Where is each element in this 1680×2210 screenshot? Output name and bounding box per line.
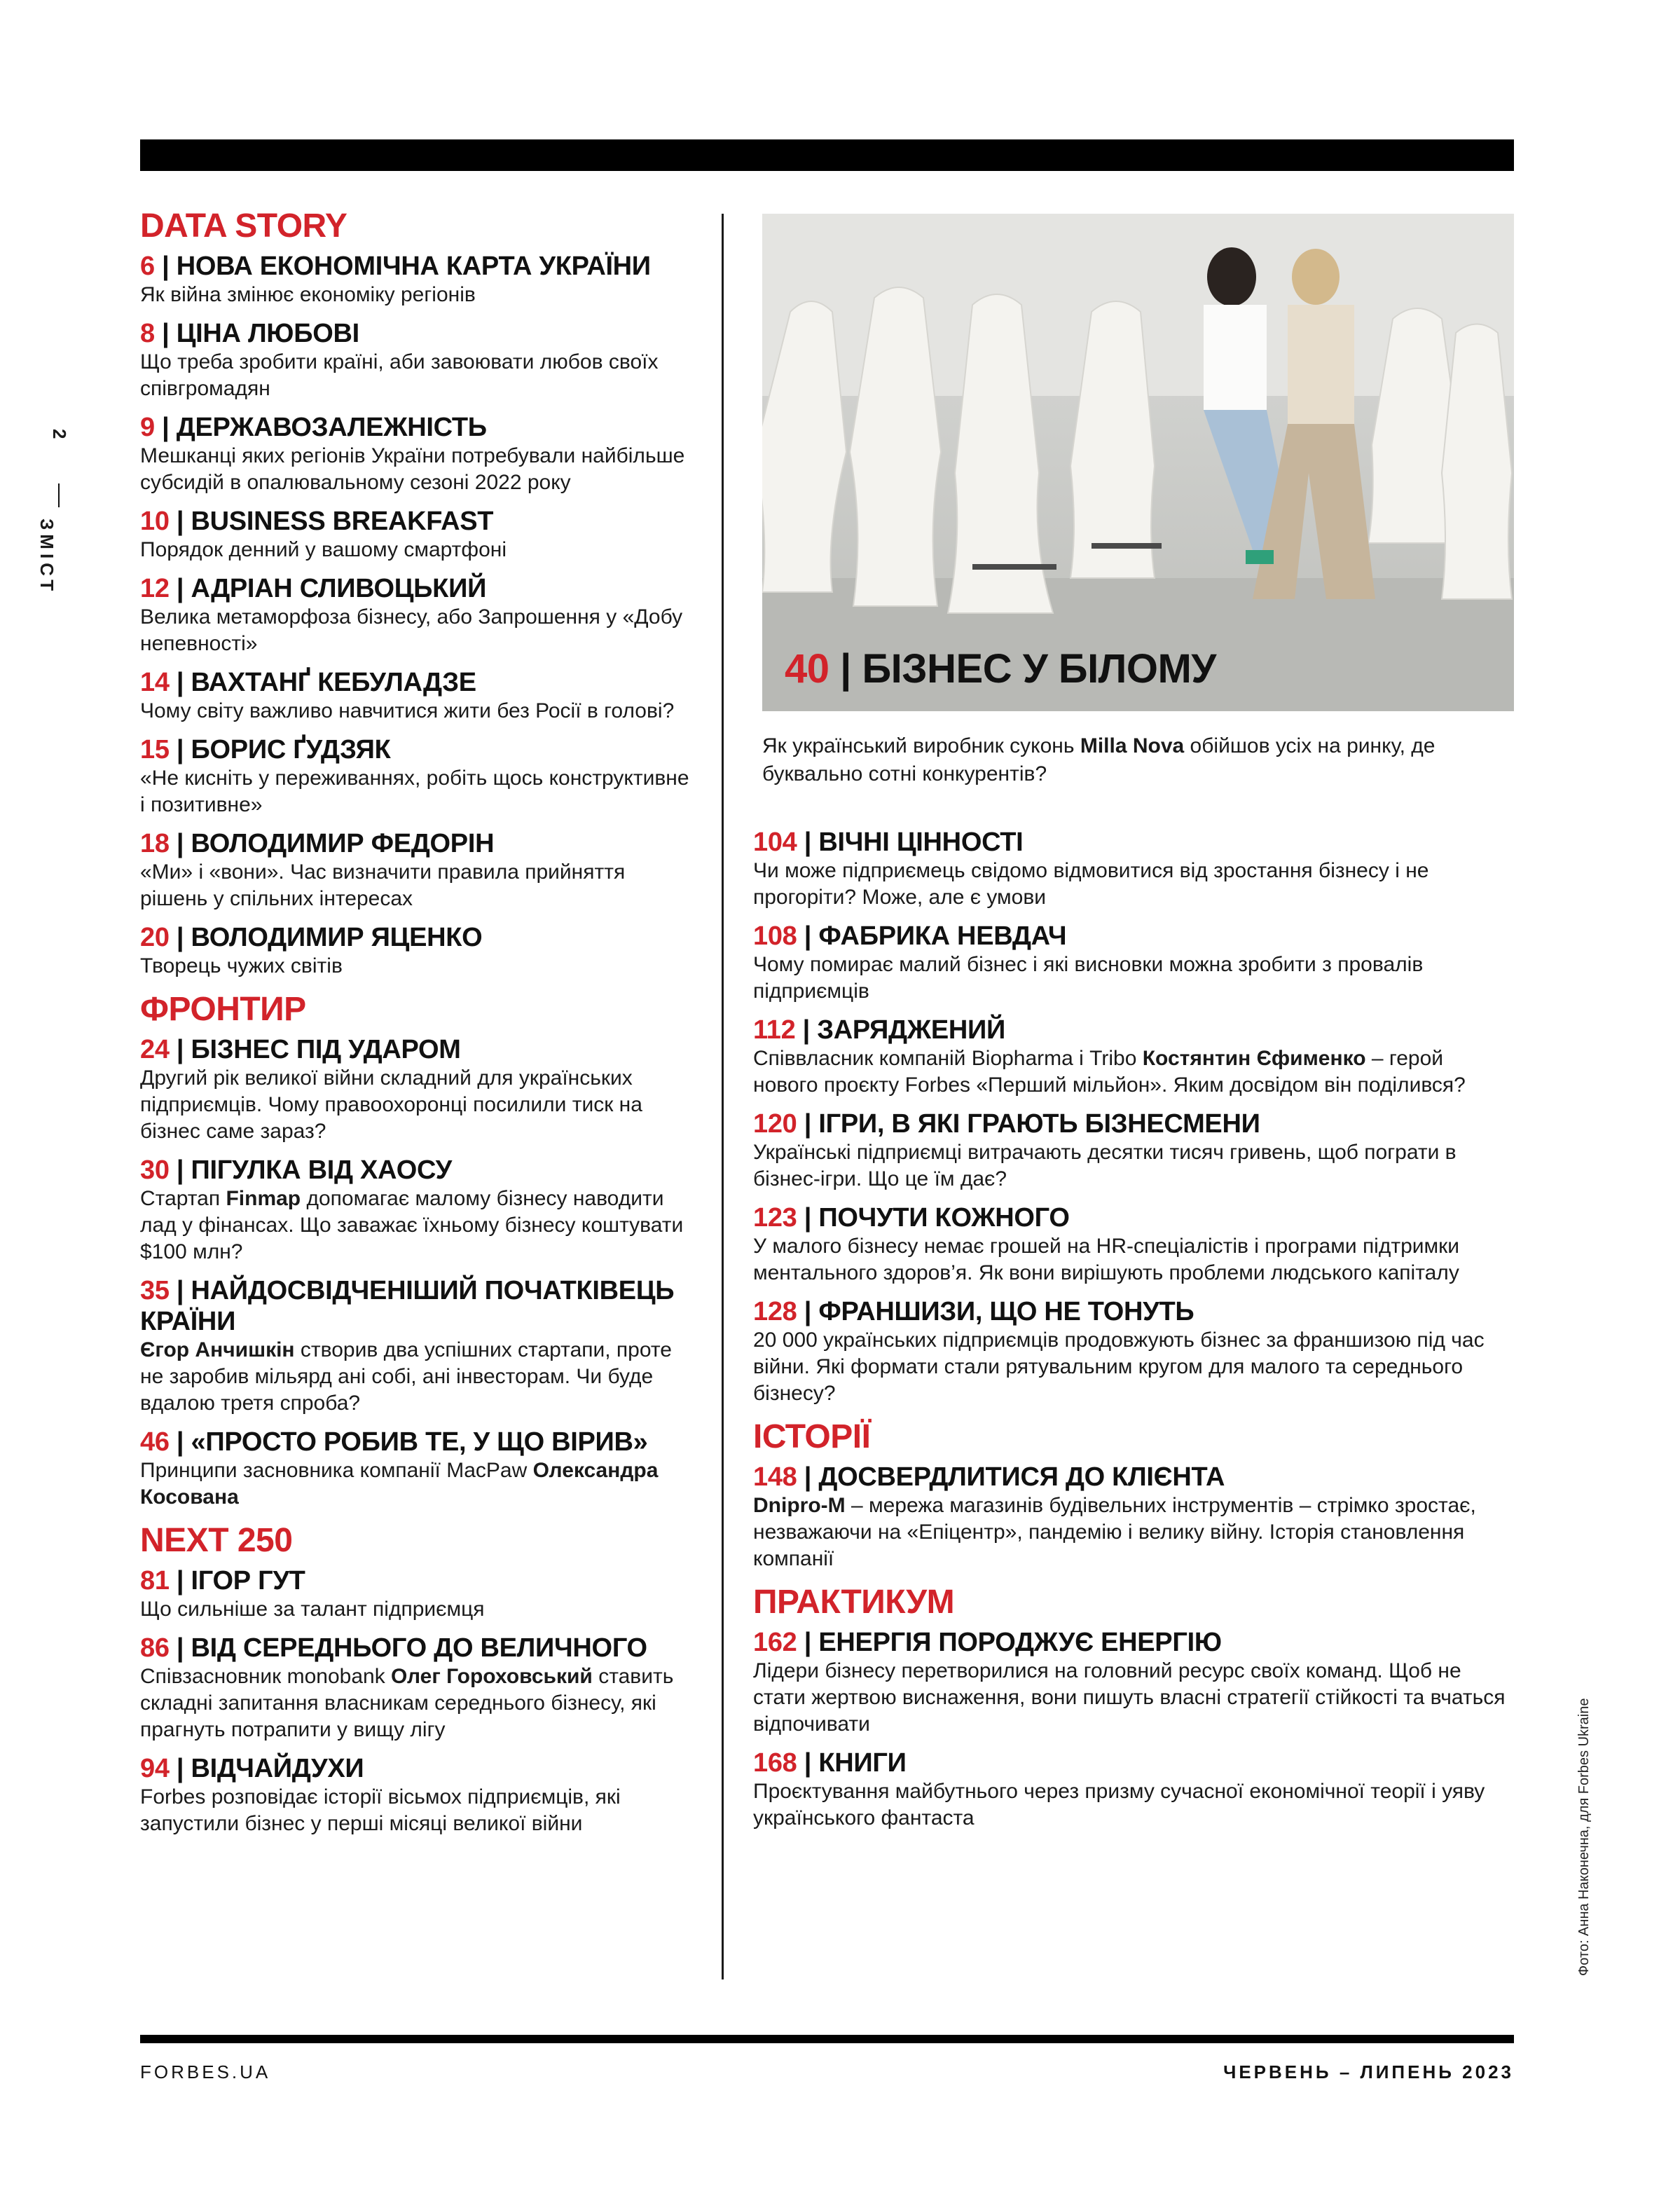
entry-title: 112 | ЗАРЯДЖЕНИЙ (753, 1015, 1006, 1045)
section-heading: DATA STORY (140, 207, 347, 245)
section-heading: NEXT 250 (140, 1522, 293, 1559)
entry-title: 104 | ВІЧНІ ЦІННОСТІ (753, 828, 1024, 857)
entry-desc: Стартап Finmap допомагає малому бізнесу наводити лад у фінансах. Що заважає їхньому бізнесу коштувати $100 млн? (140, 1187, 684, 1263)
entry-desc: Чому світу важливо навчитися жити без Росії в голові? (140, 699, 675, 722)
toc-entry[interactable] (753, 1109, 1510, 1193)
entry-desc: Співзасновник monobank Олег Гороховський ставить складні запитання власникам середнього бізнесу, які прагнуть потрапити у вищу лігу (140, 1665, 674, 1741)
bottom-bar (140, 2035, 1514, 2043)
entry-title: 94 | ВІДЧАЙДУХИ (140, 1754, 364, 1783)
toc-entry[interactable] (140, 1275, 694, 1417)
entry-desc: Що треба зробити країні, аби завоювати любов своїх співгромадян (140, 350, 659, 400)
entry-desc: У малого бізнесу немає грошей на HR-спеціалістів і програми підтримки ментального здоров’я. Як вони вирішують проблеми людського капіталу (753, 1235, 1460, 1284)
entry-desc: Чи може підприємець свідомо відмовитися від зростання бізнесу і не прогоріти? Може, але є умови (753, 859, 1429, 909)
toc-entry[interactable] (140, 506, 694, 563)
toc-entry[interactable] (140, 412, 694, 496)
entry-desc: Українські підприємці витрачають десятки тисяч гривень, щоб пограти в бізнес-ігри. Що це їм дає? (753, 1141, 1457, 1190)
toc-entry[interactable] (753, 1462, 1510, 1572)
toc-entry[interactable] (753, 1296, 1510, 1407)
entry-title: 6 | НОВА ЕКОНОМІЧНА КАРТА УКРАЇНИ (140, 252, 651, 281)
entry-title: 46 | «ПРОСТО РОБИВ ТЕ, У ЩО ВІРИВ» (140, 1427, 648, 1457)
toc-entry[interactable] (140, 1155, 694, 1265)
toc-entry[interactable] (140, 251, 694, 308)
page-number: 2 (49, 429, 70, 439)
entry-desc: Творець чужих світів (140, 954, 343, 977)
entry-desc: Dnipro-M – мережа магазинів будівельних інструментів – стрімко зростає, незважаючи на «Епіцентр», пандемію і велику війну. Історія становлення компанії (753, 1494, 1476, 1570)
photo-credit: Фото: Анна Наконечна, для Forbes Ukraine (1576, 1698, 1592, 1976)
entry-desc: Єгор Анчишкін створив два успішних стартапи, проте не заробив мільярд ані собі, ані інвесторам. Чи буде вдалою третя спроба? (140, 1338, 672, 1415)
entry-title: 24 | БІЗНЕС ПІД УДАРОМ (140, 1035, 461, 1064)
entry-title: 148 | ДОСВЕРДЛИТИСЯ ДО КЛІЄНТА (753, 1462, 1225, 1492)
toc-entry[interactable] (140, 828, 694, 912)
toc-entry[interactable] (140, 1565, 694, 1623)
toc-entry[interactable] (140, 922, 694, 980)
left-column (140, 206, 694, 1847)
page-divider (58, 483, 60, 507)
section-heading: ПРАКТИКУМ (753, 1584, 955, 1621)
right-column (753, 827, 1510, 1841)
entry-title: 81 | ІГОР ГУТ (140, 1566, 305, 1595)
entry-desc: Другий рік великої війни складний для українських підприємців. Чому правоохоронці посилили тиск на бізнес саме зараз? (140, 1066, 642, 1143)
entry-desc: «Не кисніть у переживаннях, робіть щось конструктивне і позитивне» (140, 767, 689, 816)
entry-desc: Проєктування майбутнього через призму сучасної економічної теорії і уяву українського фантаста (753, 1780, 1485, 1830)
entry-desc: Співвласник компаній Biopharma і Tribo Костянтин Єфименко – герой нового проєкту Forbes «Перший мільйон». Яким досвідом він поділився? (753, 1047, 1466, 1097)
section-heading: ІСТОРІЇ (753, 1418, 871, 1455)
photo-icon (762, 214, 1514, 711)
entry-desc: Як війна змінює економіку регіонів (140, 283, 476, 306)
toc-entry[interactable] (140, 318, 694, 402)
toc-entry[interactable] (140, 1633, 694, 1743)
entry-desc: Мешканці яких регіонів України потребували найбільше субсидій в опалювальному сезоні 2022 року (140, 444, 685, 494)
toc-entry[interactable] (753, 827, 1510, 911)
section-label: ЗМІСТ (36, 519, 57, 596)
entry-desc: Чому помирає малий бізнес і які висновки можна зробити з провалів підприємців (753, 953, 1424, 1003)
toc-entry[interactable] (140, 667, 694, 725)
entry-desc: «Ми» і «вони». Час визначити правила прийняття рішень у спільних інтересах (140, 860, 626, 910)
entry-title: 120 | ІГРИ, В ЯКІ ГРАЮТЬ БІЗНЕСМЕНИ (753, 1109, 1260, 1139)
entry-desc: Порядок денний у вашому смартфоні (140, 538, 507, 561)
entry-title: 168 | КНИГИ (753, 1748, 907, 1778)
entry-desc: Лідери бізнесу перетворилися на головний ресурс своїх команд. Щоб не стати жертвою виснаження, вони пишуть власні стратегії стійкості та вчаться відпочивати (753, 1659, 1506, 1736)
section-heading: ФРОНТИР (140, 991, 306, 1028)
toc-entry[interactable] (140, 1034, 694, 1145)
toc-entry[interactable] (140, 1753, 694, 1837)
entry-desc: Велика метаморфоза бізнесу, або Запрошення у «Добу непевності» (140, 605, 683, 655)
entry-title: 35 | НАЙДОСВІДЧЕНІШИЙ ПОЧАТКІВЕЦЬ КРАЇНИ (140, 1276, 675, 1336)
entry-title: 128 | ФРАНШИЗИ, ЩО НЕ ТОНУТЬ (753, 1297, 1194, 1326)
toc-entry[interactable] (140, 573, 694, 657)
entry-title: 123 | ПОЧУТИ КОЖНОГО (753, 1203, 1070, 1233)
feature-lead: Як український виробник суконь Milla Nova обійшов усіх на ринку, де буквально сотні конкурентів? (762, 734, 1435, 785)
entry-title: 86 | ВІД СЕРЕДНЬОГО ДО ВЕЛИЧНОГО (140, 1633, 647, 1663)
toc-entry[interactable] (140, 734, 694, 818)
entry-desc: Принципи засновника компанії MacPaw Олександра Косована (140, 1459, 659, 1509)
toc-entry[interactable] (140, 1427, 694, 1511)
toc-entry[interactable] (753, 921, 1510, 1005)
toc-entry[interactable] (753, 1748, 1510, 1832)
entry-desc: Що сильніше за талант підприємця (140, 1598, 485, 1621)
entry-title: 162 | ЕНЕРГІЯ ПОРОДЖУЄ ЕНЕРГІЮ (753, 1628, 1222, 1657)
top-bar (140, 139, 1514, 171)
entry-title: 12 | АДРІАН СЛИВОЦЬКИЙ (140, 574, 487, 603)
footer-issue-date: ЧЕРВЕНЬ – ЛИПЕНЬ 2023 (1223, 2061, 1514, 2082)
entry-title: 20 | ВОЛОДИМИР ЯЦЕНКО (140, 923, 483, 952)
footer-site[interactable]: FORBES.UA (140, 2061, 271, 2082)
feature-photo[interactable] (762, 214, 1514, 711)
toc-entry[interactable] (753, 1627, 1510, 1738)
entry-title: 30 | ПІГУЛКА ВІД ХАОСУ (140, 1155, 452, 1185)
toc-entry[interactable] (753, 1202, 1510, 1286)
entry-title: 108 | ФАБРИКА НЕВДАЧ (753, 921, 1067, 951)
entry-title: 15 | БОРИС ҐУДЗЯК (140, 735, 391, 764)
entry-desc: 20 000 українських підприємців продовжують бізнес за франшизою під час війни. Які формати стали рятувальним кругом для малого та середнього бізнесу? (753, 1329, 1485, 1405)
entry-title: 18 | ВОЛОДИМИР ФЕДОРІН (140, 829, 495, 858)
entry-title: 9 | ДЕРЖАВОЗАЛЕЖНІСТЬ (140, 413, 487, 442)
entry-title: 10 | BUSINESS BREAKFAST (140, 507, 494, 536)
column-divider (722, 214, 724, 1979)
entry-title: 8 | ЦІНА ЛЮБОВІ (140, 319, 359, 348)
entry-title: 14 | ВАХТАНҐ КЕБУЛАДЗЕ (140, 668, 476, 697)
entry-desc: Forbes розповідає історії вісьмох підприємців, які запустили бізнес у перші місяці великої війни (140, 1785, 621, 1835)
toc-entry[interactable] (753, 1015, 1510, 1099)
feature-title[interactable]: 40 | БІЗНЕС У БІЛОМУ (785, 646, 1216, 692)
